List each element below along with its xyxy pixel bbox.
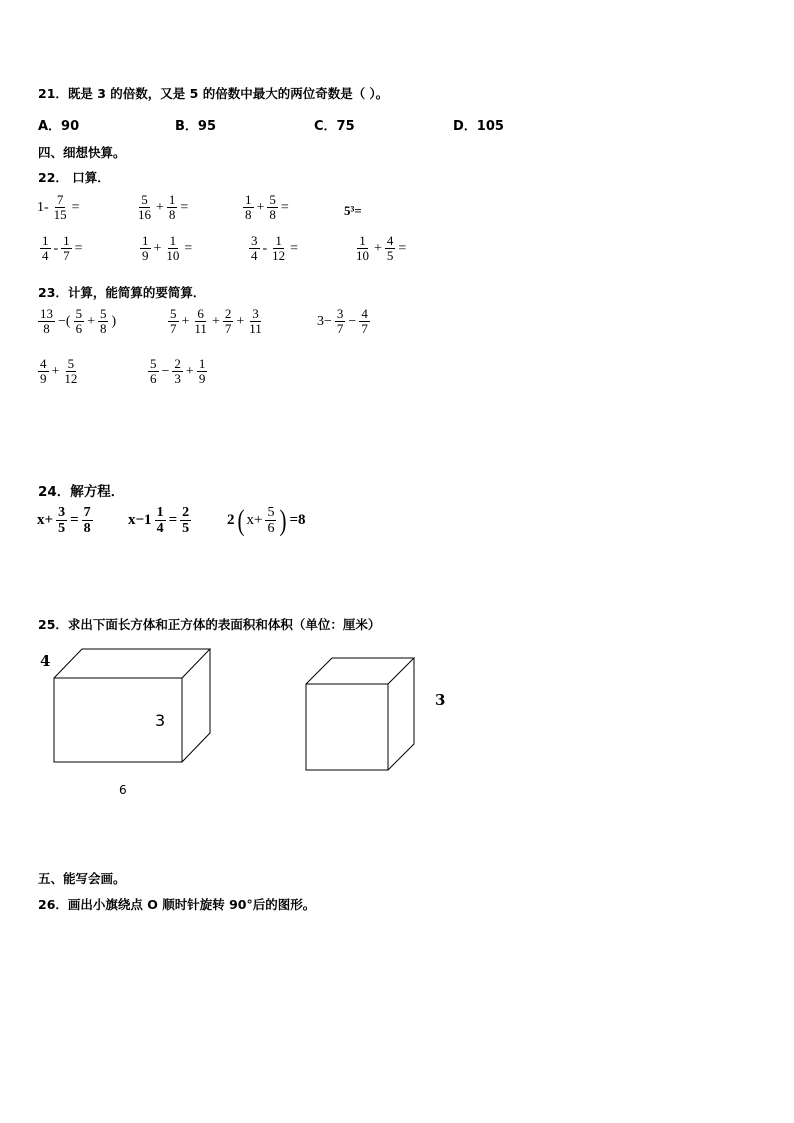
cuboid-width-label: 6 bbox=[119, 783, 127, 797]
q22-expr-8: $\frac{1}{10}$ + $\frac{4}{5}$ = bbox=[356, 233, 407, 264]
question-23-title: 23．计算，能简算的要简算． bbox=[38, 285, 206, 300]
cuboid-height-label: 3 bbox=[155, 711, 166, 730]
q23-expr-1: $\frac{13}{8}$ −( $\frac{5}{6}$ + $\frac{5}{8}$ ) bbox=[40, 306, 117, 337]
option-a[interactable]: A．90 bbox=[38, 119, 80, 134]
q22-expr-3: $\frac{1}{8}$ + $\frac{5}{8}$ = bbox=[245, 192, 289, 223]
q22-expr-5: $\frac{1}{4}$ - $\frac{1}{7}$ = bbox=[42, 233, 83, 264]
q22-expr-7: $\frac{3}{4}$ - $\frac{1}{12}$ = bbox=[251, 233, 299, 264]
cuboid-depth-label: 4 bbox=[40, 652, 51, 670]
q23-expr-3: 3− $\frac{3}{7}$ − $\frac{4}{7}$ bbox=[317, 306, 368, 337]
question-24-title: 24．解方程． bbox=[38, 484, 125, 500]
cube-front-face bbox=[306, 684, 388, 770]
cuboid-side-face bbox=[182, 649, 210, 762]
question-21: 21．既是 3 的倍数，又是 5 的倍数中最大的两位奇数是（ ）。 bbox=[38, 86, 389, 101]
option-c[interactable]: C．75 bbox=[314, 119, 355, 134]
q22-expr-1: 1- $\frac{7}{15}$ = bbox=[37, 192, 80, 223]
option-d[interactable]: D．105 bbox=[453, 119, 504, 134]
q24-equation-2: x−1 $\frac{1}{4}$ = $\frac{2}{5}$ bbox=[128, 505, 190, 537]
q23-expr-2: $\frac{5}{7}$ + $\frac{6}{11}$ + $\frac{2}{7}$ + $\frac{3}{11}$ bbox=[170, 306, 262, 337]
cube-side-face bbox=[388, 658, 414, 770]
section-5-heading: 五、能写会画。 bbox=[38, 871, 126, 886]
q22-expr-2: $\frac{5}{16}$ + $\frac{1}{8}$ = bbox=[138, 192, 189, 223]
question-22-title: 22． 口算． bbox=[38, 170, 110, 185]
q23-expr-4: $\frac{4}{9}$ + $\frac{5}{12}$ bbox=[40, 356, 78, 387]
question-25-title: 25．求出下面长方体和正方体的表面积和体积（单位：厘米） bbox=[38, 617, 381, 632]
q24-equation-1: x+ $\frac{3}{5}$ = $\frac{7}{8}$ bbox=[37, 505, 91, 537]
cube-top-face bbox=[306, 658, 414, 684]
q24-equation-3: 2( x+ $\frac{5}{6}$ ) =8 bbox=[227, 503, 306, 537]
cube-edge-label: 3 bbox=[435, 691, 446, 709]
q23-expr-5: $\frac{5}{6}$ − $\frac{2}{3}$ + $\frac{1}{9}$ bbox=[150, 356, 206, 387]
option-b[interactable]: B．95 bbox=[175, 119, 216, 134]
q22-expr-4: 5³= bbox=[344, 203, 362, 218]
cuboid-top-face bbox=[54, 649, 210, 678]
question-26: 26．画出小旗绕点 O 顺时针旋转 90°后的图形。 bbox=[38, 897, 316, 912]
section-4-heading: 四、细想快算。 bbox=[38, 145, 126, 160]
q22-expr-6: $\frac{1}{9}$ + $\frac{1}{10}$ = bbox=[142, 233, 193, 264]
